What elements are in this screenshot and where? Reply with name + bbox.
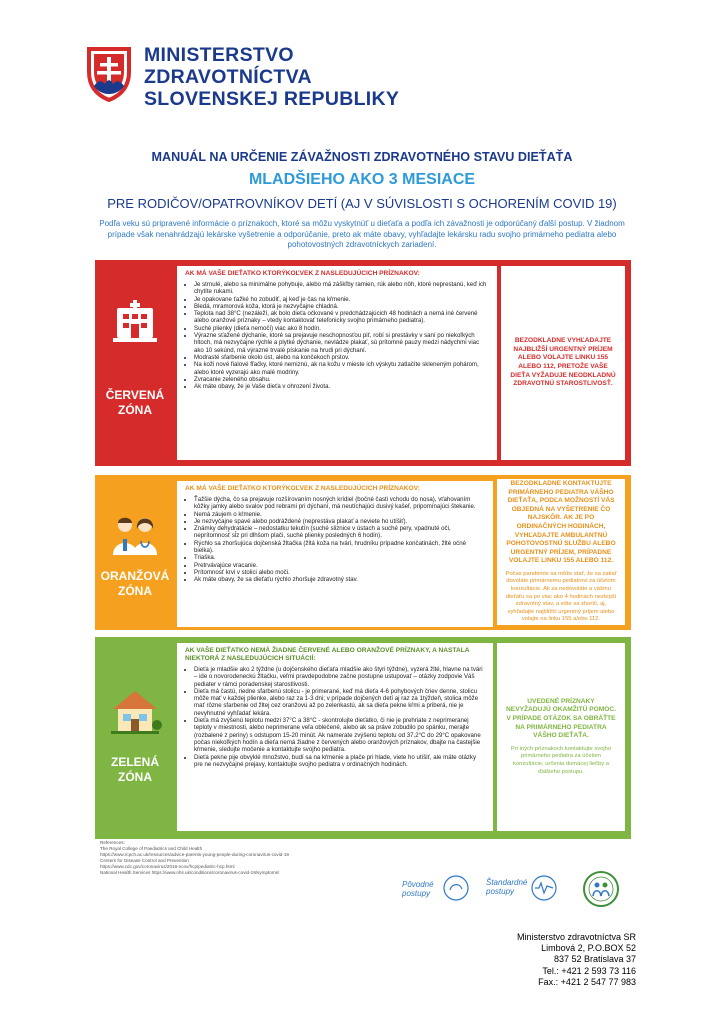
intro-text: Podľa veku sú pripravené informácie o príznakoch, ktoré sa môžu vyskytnúť u dieťaťa a podľa ich závažnosti je odporúčaný ďalší postup. V žiadnom prípade však nenahrádzajú lekárske vyšetrenie a odporúčanie, preto ak máte obavy, vyhľadajte lekársku radu svojho primárneho pediatra alebo pohotovostných zdravotníckych zariadení. (99, 219, 625, 249)
list-item: • Dieťa má zvýšenú teplotu medzi 37°C a 38°C - skontrolujte dieťatko, či nie je prehriate z neprimeranej teploty v miestnosti, alebo neprimerane veľa oblečené, alebo ak sa práve zobudilo po spánku, merajte (rozbalené z periny) s odstupom 15-20 minút. Ak namerate zvýšenú teplotu od 37,2°C do 29°C opakovane počas niekoľkých hodín a dieťa nemá žiadne z červených alebo oranžových príznakov, dbajte na častejšie kŕmenie, sledujte močenie a kontaktujte svojho pediatra. (194, 717, 485, 753)
standard-procedures-logo (486, 872, 558, 908)
orange-zone-heading: AK MÁ VAŠE DIEŤATKO KTORÝKOĽVEK Z NASLEDUJÚCICH PRÍZNAKOV: (185, 485, 420, 492)
standard-procedures-logo-text (486, 878, 527, 896)
list-item: • Prítomnosť krvi v stolici alebo moči. (194, 569, 485, 576)
standard-logo-line-1: Štandardné (486, 878, 528, 887)
list-item: • Triaška. (194, 554, 485, 561)
ministry-line-2: ZDRAVOTNÍCTVA (144, 66, 312, 88)
list-item: • Ak máte obavy, že sa dieťaťu rýchlo zhoršuje zdravotný stav. (194, 576, 485, 583)
green-zone (95, 637, 631, 839)
list-item: • Zvracanie zeleného obsahu. (194, 376, 489, 383)
reference-line: Centers for Disease Control and Prevention (100, 858, 189, 863)
green-zone-symptoms (177, 643, 493, 831)
orange-zone-title (95, 569, 175, 599)
orange-zone (95, 475, 631, 630)
list-item: • Rýchlo sa zhoršujúca dojčenská žltačka (žltá koža na tvári, hrudníku prípadne končatinách, žlté očné bielka). (194, 540, 485, 555)
home-icon (107, 683, 163, 739)
procedures-logo-icon (442, 874, 470, 902)
list-item: • Nemá záujem o kŕmenie. (194, 511, 485, 518)
list-item: • Suché plienky (dieťa nemočí) viac ako 8 hodín. (194, 325, 489, 332)
reference-line: The Royal College of Paediatrics and Child Health (100, 846, 203, 851)
red-zone-title-line-1: ČERVENÁ (105, 388, 165, 402)
red-zone-symptom-list (185, 281, 489, 390)
green-zone-note: Pri iných príznakoch kontaktujte svojho primárneho pediatra za účelom konzultácie, určenia domácej liečby a ďalšieho postupu. (510, 745, 612, 775)
address-line: Ministerstvo zdravotníctva SR (516, 932, 636, 942)
standard-procedures-logo-icon (530, 874, 558, 902)
green-zone-symptom-list (185, 666, 485, 768)
green-zone-action (497, 643, 625, 831)
red-zone-action-text: BEZODKLADNE VYHĽADAJTE NAJBLIŽŠÍ URGENTNÝ PRÍJEM ALEBO VOLAJTE LINKU 155 ALEBO 112, PRETOŽE VAŠE DIEŤA VYŽADUJE NEODKLADNÚ ZDRAVOTNÚ STAROSTLIVOSŤ. (510, 337, 616, 388)
document-subtitle-age: MLADŠIEHO AKO 3 MESIACE (248, 171, 476, 188)
list-item: • Na koži nové fialové fľačky, ktoré nemiznú, ak na kožu v mieste ich výskytu zatlačíte skleneným pohárom, alebo ktoré vyzerajú ako malé modriny. (194, 361, 489, 376)
pediatric-society-seal-icon (582, 870, 620, 908)
orange-zone-action (497, 479, 625, 625)
procedures-logo-text (402, 880, 434, 898)
address-fax: Fax.: +421 2 547 77 983 (538, 976, 636, 987)
address-phone: Tel.: +421 2 593 73 116 (542, 965, 636, 976)
list-item: • Je opakovane ťažké ho zobudiť, aj keď je čas na kŕmenie. (194, 296, 489, 303)
reference-line: https://www.rcpch.ac.uk/resources/advice-parents-young-people-during-coronavirus-covid-19 (100, 852, 289, 857)
green-zone-title-line-2: ZÓNA (118, 770, 152, 784)
green-zone-heading: AK VAŠE DIEŤATKO NEMÁ ŽIADNE ČERVENÉ ALEBO ORANŽOVÉ PRÍZNAKY, A NASTALA NIEKTORÁ Z NASLEDUJÚCICH SITUÁCIÍ: (185, 647, 470, 662)
address-line: Limbová 2, P.O.BOX 52 (541, 943, 636, 954)
standard-logo-line-2: postupy (486, 887, 515, 896)
doctors-icon (107, 509, 163, 565)
green-zone-title (95, 755, 175, 785)
address-line: 837 52 Bratislava 37 (553, 954, 636, 965)
list-item: • Ťažšie dýcha, čo sa prejavuje rozšírovaním nosných krídiel (bočné časti vchodu do nosa), vťahovaním kôžky jamky alebo svalov pod rebrami pri dýchaní, má neutíchajúci dusivý kašeľ, pripomínajúci štekanie. (194, 496, 485, 511)
green-zone-title-line-1: ZELENÁ (111, 755, 159, 769)
list-item: • Je nezvyčajne spavé alebo podráždené (neprestáva plakať a neviete ho utíšiť). (194, 518, 485, 525)
ministry-address (517, 932, 636, 988)
orange-zone-note: Počas pandémie sa môže stať, že sa zatiaľ dovoláte primárnemu pediatrovi za účelom konzultácie. Ak sa nedovoláte a vášmu dieťaťu sa po viac ako 4 hodinách nezlepší zdravotný stav, a ešte sa zhorší, aj, vyhľadajte najbližší urgentný príjem alebo volajte na linku 155 a/ebo 112. (505, 570, 617, 623)
ministry-line-3: SLOVENSKEJ REPUBLIKY (144, 88, 400, 110)
list-item: • Je strnulé, alebo sa minimálne pohybuje, alebo má záškľby ramien, rúk alebo nôh, ktoré neprestanú, keď ich chytíte rukami. (194, 281, 489, 296)
reference-line: https://www.cdc.gov/coronavirus/2019-ncov/hcp/pediatric-hcp.html (100, 864, 235, 869)
references (100, 840, 400, 876)
orange-zone-symptom-list (185, 496, 485, 584)
list-item: • Bledá, mramorová koža, ktorá je nezvyčajne chladná. (194, 303, 489, 310)
red-zone-heading: AK MÁ VAŠE DIEŤATKO KTORÝKOĽVEK Z NASLEDUJÚCICH PRÍZNAKOV: (185, 270, 420, 277)
slovak-coat-of-arms-icon (86, 46, 132, 102)
red-zone-action (501, 266, 625, 460)
orange-zone-title-line-2: ZÓNA (118, 584, 152, 598)
list-item: • Známky dehydratácie – nedostatku tekutín (suché sliznice v ústach a suché pery, vpadnuté oči, neprítomnosť sĺz pri dlhšom plači, suché plienky posledných 6 hodín). (194, 525, 485, 540)
red-zone-title (95, 388, 175, 418)
red-zone (95, 260, 631, 466)
list-item: • Dieťa pekne pije obvyklé množstvo, budí sa na kŕmenie a plače pri hlade, viete ho utíšiť, ale máte otázky pre ne nezvyčajné prejavy, kontaktujte svojho pediatra v ordinačných hodinách. (194, 754, 485, 769)
ministry-line-1: MINISTERSTVO (144, 44, 294, 66)
list-item: • Teplota nad 38°C (nezáleží, ak bolo dieťa očkované v predchádzajúcich 48 hodinách a nemá iné červené alebo oranžové príznaky – vtedy kontaktovať telefonicky svojho primárneho pediatra). (194, 310, 489, 325)
ministry-header (86, 44, 486, 124)
document-title: MANUÁL NA URČENIE ZÁVAŽNOSTI ZDRAVOTNÉHO STAVU DIEŤAŤA (151, 150, 573, 164)
red-zone-title-line-2: ZÓNA (118, 403, 152, 417)
list-item: • Dieťa má častú, riedne sfarbenú stolicu - je primerané, keď má dieťa 4-6 pohybových čriev denne, stolicu môže mať v každej plienke, alebo raz za 1-3 dni; v prípade dojčených detí aj raz za 1týždeň, stolica môže mať rôzne sfarbenie od žltej cez oranžovú až po zelenkastú, ak sa dieťa pekne kŕmi a priberá, nie je nevyhnutné vyhľadať lekára. (194, 688, 485, 717)
ministry-name (144, 44, 399, 110)
red-zone-symptoms (177, 266, 497, 460)
reference-line: National Health Services https://www.nhs.uk/conditions/coronavirus-covid-19/symptoms/ (100, 870, 280, 875)
orange-zone-title-line-1: ORANŽOVÁ (100, 569, 170, 583)
orange-zone-label-panel (95, 475, 175, 630)
green-zone-action-text: UVEDENÉ PRÍZNAKY NEVYŽADUJÚ OKAMŽITÚ POMOC. V PRÍPADE OTÁZOK SA OBRÁŤTE NA PRIMÁRNEHO PEDIATRA VÁŠHO DIEŤAŤA. (506, 697, 616, 740)
hospital-ambulance-icon (107, 294, 163, 350)
procedures-logo (402, 872, 474, 908)
document-subtitle-audience: PRE RODIČOV/OPATROVNÍKOV DETÍ (AJ V SÚVISLOSTI S OCHORENÍM COVID 19) (107, 196, 617, 211)
list-item: • Pretrvávajúce vracanie. (194, 562, 485, 569)
green-zone-label-panel (95, 637, 175, 839)
references-title: References: (100, 840, 125, 845)
list-item: • Modrasté sfarbenie okolo úst, alebo na končekoch prstov. (194, 354, 489, 361)
list-item: • Ak máte obavy, že je Vaše dieťa v ohrození života. (194, 383, 489, 390)
red-zone-label-panel (95, 260, 175, 466)
list-item: • Dieťa je mladšie ako 2 týždne (u dojčenského dieťaťa mladšie ako štyri týždne), vyzerá žlté, hlavne na tvári – ide o novorodeneckú žltačku, veľmi pravdepodobne začne postupne ustupovať – otázky zodpovie Váš pediater v rámci poradenskej starostlivosti. (194, 666, 485, 688)
list-item: • Výrazne sťažené dýchanie, ktoré sa prejavuje neschopnosťou piť, robí si prestávky v saní po niekoľkých hltoch, má nezvyčajne rýchle a plytké dýchanie, nevládze plakať, sú prítomné pauzy medzi nádychmi viac ako 10 sekúnd, má výrazné trvalé pískanie na hrudi pri dýchaní. (194, 332, 489, 354)
procedures-logo-line-1: Pôvodné (402, 880, 434, 889)
orange-zone-symptoms (177, 481, 493, 627)
procedures-logo-line-2: postupy (402, 889, 431, 898)
orange-zone-action-text: BEZODKLADNE KONTAKTUJTE PRIMÁRNEHO PEDIATRA VÁŠHO DIEŤAŤA, PODĽA MOŽNOSTÍ VÁS OBJEDNÁ NA VYŠETRENIE ČO NAJSKÔR. AK JE PO ORDINAČNÝCH HODINÁCH, VYHĽADAJTE AMBULANTNÚ POHOTOVOSTNÚ SLUŽBU ALEBO URGENTNÝ PRÍJEM, PRÍPADNE VOLAJTE LINKU 155 ALEBO 112. (506, 479, 616, 565)
